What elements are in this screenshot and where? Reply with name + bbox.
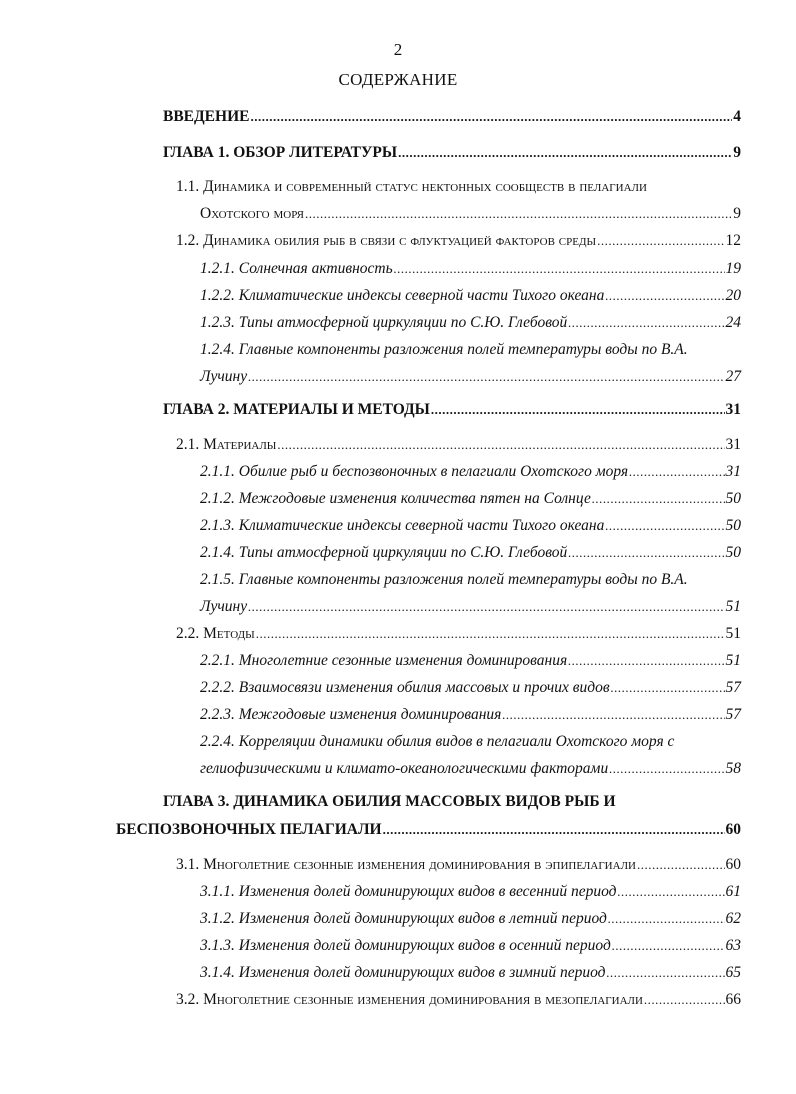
toc-entry-3-2[interactable] xyxy=(176,990,741,1010)
dot-leader xyxy=(248,367,724,387)
toc-entry-3-1-2[interactable] xyxy=(200,909,741,929)
dot-leader xyxy=(568,543,724,563)
dot-leader xyxy=(568,313,724,333)
toc-entry-title: 1.2.1. Солнечная активность xyxy=(200,260,393,277)
toc-page-number: 58 xyxy=(725,760,741,777)
toc-entry-title: БЕСПОЗВОНОЧНЫХ ПЕЛАГИАЛИ xyxy=(116,821,382,838)
page-number: 2 xyxy=(393,40,403,59)
toc-page-number: 65 xyxy=(725,964,741,981)
toc-entry-title: 2.2.2. Взаимосвязи изменения обилия массовых и прочих видов xyxy=(200,679,610,696)
toc-page-number: 57 xyxy=(725,706,741,723)
toc-entry-title: 1.2.2. Климатические индексы северной части Тихого океана xyxy=(200,287,605,304)
dot-leader xyxy=(617,882,724,902)
toc-page-number: 4 xyxy=(733,108,741,125)
toc-page-number: 50 xyxy=(725,517,741,534)
toc-page-number: 51 xyxy=(725,652,741,669)
toc-page-number: 51 xyxy=(725,625,741,642)
dot-leader xyxy=(383,820,725,840)
toc-page-number: 9 xyxy=(733,205,741,222)
toc-entry-title: Лучину xyxy=(200,598,248,615)
toc-entry-2-2-3[interactable] xyxy=(200,705,741,725)
dot-leader xyxy=(398,143,732,163)
toc-entry-2-2-4[interactable] xyxy=(200,732,741,752)
dot-leader xyxy=(609,759,724,779)
toc-entry-1-2-2[interactable] xyxy=(200,286,741,306)
toc-entry-chapter-3-continued[interactable] xyxy=(116,820,741,840)
toc-entry-title: 1.1. Динамика и современный статус нектонных сообществ в пелагиали xyxy=(176,178,647,195)
toc-entry-2-1-4[interactable] xyxy=(200,543,741,563)
dot-leader xyxy=(605,516,724,536)
dot-leader xyxy=(597,231,724,251)
toc-entry-2-1-2[interactable] xyxy=(200,489,741,509)
toc-page-number: 31 xyxy=(725,401,741,418)
toc-entry-chapter-1[interactable] xyxy=(163,143,741,163)
toc-entry-title: 2.2.3. Межгодовые изменения доминирования xyxy=(200,706,502,723)
toc-page-number: 19 xyxy=(725,260,741,277)
toc-page-number: 60 xyxy=(725,856,741,873)
toc-entry-title: ВВЕДЕНИЕ xyxy=(163,108,250,125)
dot-leader xyxy=(394,259,725,279)
toc-entry-2-1-3[interactable] xyxy=(200,516,741,536)
toc-entry-2-1-5-continued[interactable] xyxy=(200,597,741,617)
dot-leader xyxy=(502,705,724,725)
toc-entry-title: 2.2.1. Многолетние сезонные изменения доминирования xyxy=(200,652,568,669)
toc-page-number: 31 xyxy=(725,463,741,480)
dot-leader xyxy=(431,400,725,420)
dot-leader xyxy=(277,435,724,455)
toc-entry-title: 2.1.2. Межгодовые изменения количества пятен на Солнце xyxy=(200,490,591,507)
dot-leader xyxy=(644,990,725,1010)
toc-page-number: 51 xyxy=(725,598,741,615)
toc-entry-1-1-continued[interactable] xyxy=(200,204,741,224)
page-title: СОДЕРЖАНИЕ xyxy=(338,70,458,89)
toc-entry-title: 2.1. Материалы xyxy=(176,436,277,453)
toc-entry-title: 3.1.4. Изменения долей доминирующих видов в зимний период xyxy=(200,964,606,981)
toc-entry-title: 1.2.3. Типы атмосферной циркуляции по С.Ю. Глебовой xyxy=(200,314,568,331)
toc-entry-title: 3.1. Многолетние сезонные изменения доминирования в эпипелагиали xyxy=(176,856,636,873)
dot-leader xyxy=(250,107,732,127)
toc-entry-2-1[interactable] xyxy=(176,435,741,455)
toc-entry-title: гелиофизическими и климато-океанологическими факторами xyxy=(200,760,609,777)
toc-entry-2-2[interactable] xyxy=(176,624,741,644)
toc-page-number: 50 xyxy=(725,544,741,561)
dot-leader xyxy=(607,963,725,983)
toc-entry-1-2-4[interactable] xyxy=(200,340,741,360)
toc-page-number: 24 xyxy=(725,314,741,331)
toc-entry-title: 2.2.4. Корреляции динамики обилия видов в пелагиали Охотского моря с xyxy=(200,733,675,750)
toc-entry-title: 3.1.1. Изменения долей доминирующих видов в весенний период xyxy=(200,883,617,900)
toc-entry-2-2-1[interactable] xyxy=(200,651,741,671)
toc-page-number: 66 xyxy=(725,991,741,1008)
toc-page-number: 60 xyxy=(725,821,741,838)
dot-leader xyxy=(608,909,725,929)
toc-page-number: 27 xyxy=(725,368,741,385)
toc-entry-title: ГЛАВА 1. ОБЗОР ЛИТЕРАТУРЫ xyxy=(163,144,398,161)
toc-entry-chapter-3[interactable] xyxy=(163,792,741,812)
toc-entry-1-1[interactable] xyxy=(176,177,741,197)
toc-page-number: 12 xyxy=(725,232,741,249)
toc-entry-title: 3.1.2. Изменения долей доминирующих видов в летний период xyxy=(200,910,607,927)
dot-leader xyxy=(592,489,725,509)
toc-entry-1-2[interactable] xyxy=(176,231,741,251)
toc-entry-3-1-3[interactable] xyxy=(200,936,741,956)
toc-entry-3-1[interactable] xyxy=(176,855,741,875)
toc-entry-title: ГЛАВА 2. МАТЕРИАЛЫ И МЕТОДЫ xyxy=(163,401,430,418)
toc-entry-title: 3.2. Многолетние сезонные изменения доминирования в мезопелагиали xyxy=(176,991,643,1008)
toc-entry-chapter-2[interactable] xyxy=(163,400,741,420)
toc-entry-title: 2.2. Методы xyxy=(176,625,255,642)
toc-page-number: 31 xyxy=(725,436,741,453)
toc-entry-title: ГЛАВА 3. ДИНАМИКА ОБИЛИЯ МАССОВЫХ ВИДОВ РЫБ И xyxy=(163,793,616,810)
toc-page-number: 57 xyxy=(725,679,741,696)
toc-entry-introduction[interactable] xyxy=(163,107,741,127)
toc-entry-2-1-1[interactable] xyxy=(200,462,741,482)
toc-entry-title: 2.1.3. Климатические индексы северной части Тихого океана xyxy=(200,517,605,534)
toc-entry-2-2-4-continued[interactable] xyxy=(200,759,741,779)
toc-entry-title: 3.1.3. Изменения долей доминирующих видов в осенний период xyxy=(200,937,611,954)
toc-entry-title: 2.1.4. Типы атмосферной циркуляции по С.Ю. Глебовой xyxy=(200,544,568,561)
toc-entry-title: 1.2. Динамика обилия рыб в связи с флуктуацией факторов среды xyxy=(176,232,597,249)
toc-entry-2-2-2[interactable] xyxy=(200,678,741,698)
dot-leader xyxy=(305,204,732,224)
dot-leader xyxy=(256,624,725,644)
toc-entry-title: Охотского моря xyxy=(200,205,304,222)
dot-leader xyxy=(612,936,725,956)
toc-page-number: 61 xyxy=(725,883,741,900)
dot-leader xyxy=(629,462,724,482)
toc-page-number: 50 xyxy=(725,490,741,507)
toc-entry-1-2-4-continued[interactable] xyxy=(200,367,741,387)
toc-entry-3-1-1[interactable] xyxy=(200,882,741,902)
toc-entry-3-1-4[interactable] xyxy=(200,963,741,983)
dot-leader xyxy=(605,286,724,306)
toc-page-number: 20 xyxy=(725,287,741,304)
toc-entry-title: 2.1.5. Главные компоненты разложения полей температуры воды по В.А. xyxy=(200,571,688,588)
dot-leader xyxy=(611,678,725,698)
dot-leader xyxy=(248,597,724,617)
toc-entry-title: 1.2.4. Главные компоненты разложения полей температуры воды по В.А. xyxy=(200,341,688,358)
toc-entry-1-2-3[interactable] xyxy=(200,313,741,333)
dot-leader xyxy=(568,651,724,671)
toc-entry-title: Лучину xyxy=(200,368,248,385)
toc-entry-1-2-1[interactable] xyxy=(200,259,741,279)
toc-page-number: 9 xyxy=(733,144,741,161)
toc-page-number: 63 xyxy=(725,937,741,954)
dot-leader xyxy=(637,855,725,875)
toc-page-number: 62 xyxy=(725,910,741,927)
toc-entry-title: 2.1.1. Обилие рыб и беспозвоночных в пелагиали Охотского моря xyxy=(200,463,629,480)
toc-entry-2-1-5[interactable] xyxy=(200,570,741,590)
